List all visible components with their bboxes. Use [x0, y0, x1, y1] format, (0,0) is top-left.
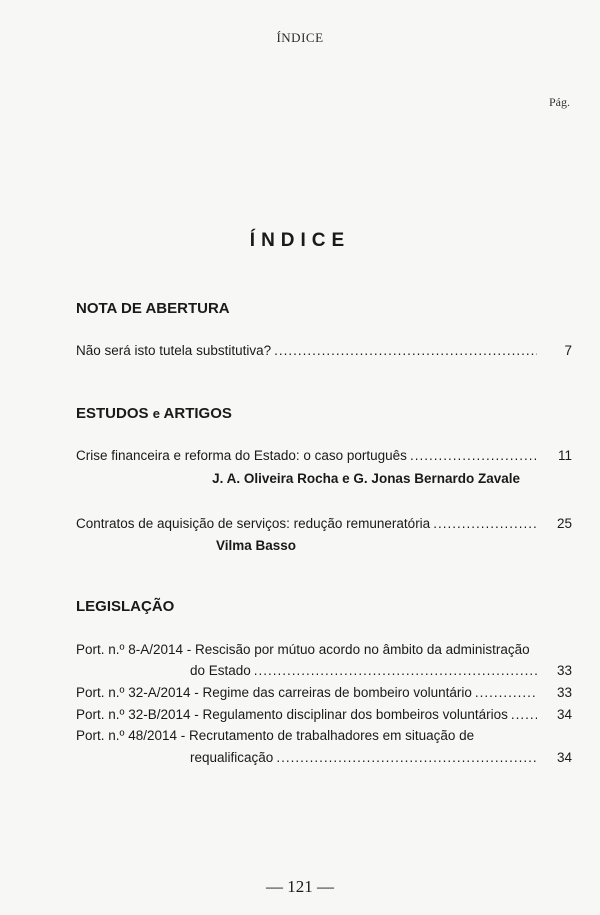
toc-entry-author: J. A. Oliveira Rocha e G. Jonas Bernardo Zavale	[212, 471, 520, 486]
section-heading-legislacao: LEGISLAÇÃO	[76, 598, 175, 615]
toc-entry-title: Crise financeira e reforma do Estado: o caso português	[76, 448, 407, 463]
toc-entry[interactable]	[76, 448, 572, 463]
dot-leader	[254, 663, 537, 678]
toc-entry-page: 34	[556, 750, 572, 765]
heading-part: ESTUDOS	[76, 405, 149, 422]
running-head: ÍNDICE	[276, 30, 324, 45]
toc-entry[interactable]	[190, 750, 572, 765]
section-heading-nota: NOTA DE ABERTURA	[76, 300, 230, 317]
section-heading-estudos	[76, 405, 232, 422]
toc-entry-title-cont: do Estado	[190, 663, 251, 678]
toc-entry-title: Não será isto tutela substitutiva?	[76, 343, 272, 358]
dot-leader	[410, 448, 537, 463]
page-number: — 121 —	[266, 877, 334, 896]
toc-entry[interactable]	[76, 707, 572, 722]
toc-entry-line[interactable]	[76, 728, 572, 743]
heading-part: ARTIGOS	[163, 405, 232, 422]
toc-entry-page: 11	[557, 448, 572, 463]
toc-entry-page: 7	[564, 343, 572, 358]
page-title: ÍNDICE	[249, 230, 351, 251]
dot-leader	[511, 707, 537, 722]
toc-entry-page: 33	[556, 685, 572, 700]
dot-leader	[276, 750, 537, 765]
toc-entry-title: Port. n.º 32-B/2014 - Regulamento disciplinar dos bombeiros voluntários	[76, 707, 508, 722]
heading-part: e	[152, 406, 160, 421]
toc-entry-page: 34	[556, 707, 572, 722]
dot-leader	[433, 516, 537, 531]
toc-entry-title: Port. n.º 32-A/2014 - Regime das carreiras de bombeiro voluntário	[76, 685, 472, 700]
toc-entry-title: Port. n.º 8-A/2014 - Rescisão por mútuo acordo no âmbito da administração	[76, 642, 530, 657]
toc-entry-page: 25	[556, 516, 572, 531]
page-column-label: Pág.	[549, 95, 570, 109]
dot-leader	[475, 685, 537, 700]
toc-entry-title: Contratos de aquisição de serviços: redução remuneratória	[76, 516, 431, 531]
toc-entry[interactable]	[190, 663, 572, 678]
toc-entry-page: 33	[556, 663, 572, 678]
toc-entry-author: Vilma Basso	[215, 538, 296, 553]
toc-entry-line[interactable]	[76, 642, 572, 657]
toc-entry[interactable]	[76, 685, 572, 700]
toc-entry[interactable]	[76, 516, 572, 531]
dot-leader	[274, 343, 537, 358]
toc-entry-title-cont: requalificação	[190, 750, 274, 765]
toc-entry[interactable]	[76, 343, 572, 358]
toc-entry-title: Port. n.º 48/2014 - Recrutamento de trabalhadores em situação de	[76, 728, 475, 743]
